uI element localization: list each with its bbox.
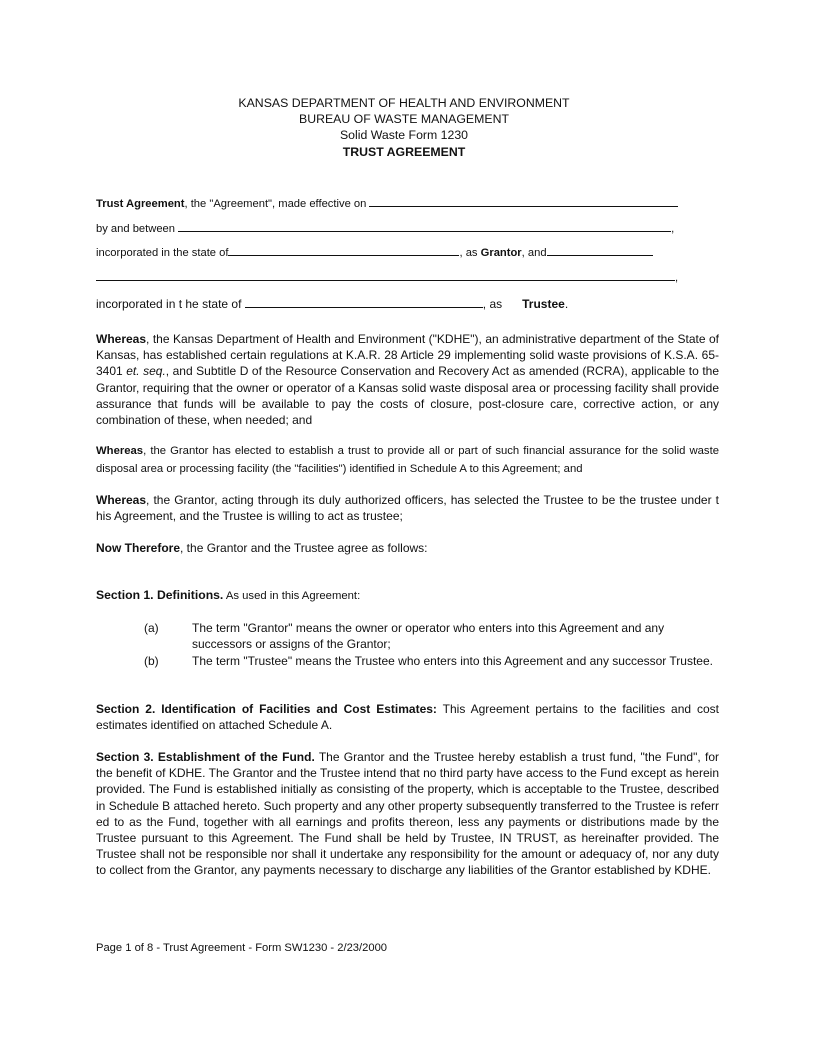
whereas-kdhe-paragraph xyxy=(96,331,719,428)
document-title: TRUST AGREEMENT xyxy=(342,144,466,159)
comma: , xyxy=(675,272,679,284)
trustee-state-field[interactable] xyxy=(245,298,483,308)
now-therefore-label: Now Therefore xyxy=(96,541,181,555)
trustee-name-row xyxy=(96,271,678,284)
grantor-name-row xyxy=(96,222,674,235)
list-label: (a) xyxy=(144,621,159,635)
grantor-state-field[interactable] xyxy=(228,246,459,256)
section-2-title: Section 2. Identification of Facilities and Cost Estimates: xyxy=(96,702,437,716)
section-1-title: Section 1. Definitions. xyxy=(96,588,224,602)
paragraph-text: , the Grantor and the Trustee agree as follows: xyxy=(180,541,428,555)
form-number: Solid Waste Form 1230 xyxy=(339,128,469,143)
document-header xyxy=(0,95,808,160)
agency-name: KANSAS DEPARTMENT OF HEALTH AND ENVIRONMENT xyxy=(238,96,570,110)
whereas-trust-paragraph xyxy=(96,442,719,478)
section-3-paragraph xyxy=(96,749,719,879)
whereas-trustee-paragraph xyxy=(96,492,719,524)
paragraph-text: , and Subtitle D of the Resource Conservation and Recovery Act as amended (RCRA), applicable to the Grantor, requiring that the owner or operator of a Kansas solid waste disposal area or processing facility shall provide assurance that funds will be available to pay the costs of closure, post-closure care, corrective action, or any combination of these, when needed; and xyxy=(96,364,720,428)
trustee-label: Trustee xyxy=(522,297,565,311)
bureau-name: BUREAU OF WASTE MANAGEMENT xyxy=(299,112,509,127)
paragraph-text: , the Grantor has elected to establish a trust to provide all or part of such financial assurance for the solid waste disposal area or processing facility (the "facilities") identified in Schedule A to this Agreement; and xyxy=(96,445,719,476)
definition-trustee xyxy=(144,653,719,669)
list-text: The term "Trustee" means the Trustee who enters into this Agreement and any successor Trustee. xyxy=(192,654,713,668)
trustee-name-field[interactable] xyxy=(96,271,675,281)
list-label: (b) xyxy=(144,654,159,668)
grantor-label: Grantor xyxy=(480,247,522,259)
section-2-text: This Agreement pertains to the facilities and cost estimates identified on attached Schedule A. xyxy=(96,702,719,733)
trustee-name-field-start[interactable] xyxy=(547,246,653,256)
period: . xyxy=(564,297,569,311)
section-1-text: As used in this Agreement: xyxy=(223,590,361,602)
incorporated-label: incorporated in t he state of xyxy=(96,297,242,311)
as-label: , as xyxy=(482,297,503,311)
page-footer: Page 1 of 8 - Trust Agreement - Form SW1230 - 2/23/2000 xyxy=(96,942,388,954)
by-and-between-label: by and between xyxy=(96,223,175,235)
incorporated-label: incorporated in the state of xyxy=(96,247,229,259)
effective-date-field[interactable] xyxy=(369,197,678,207)
section-2-paragraph xyxy=(96,701,719,733)
paragraph-text: , the Kansas Department of Health and Environment ("KDHE"), an administrative department of the State of Kansas, has established certain regulations at K.A.R. 28 Article 29 implementing solid waste provisions of K.S.A. 65-3401 xyxy=(96,332,719,379)
agreement-label: Trust Agreement xyxy=(96,198,185,210)
and-label: , and xyxy=(521,247,547,259)
whereas-label: Whereas xyxy=(96,493,147,507)
whereas-label: Whereas xyxy=(96,332,147,346)
section-3-text: The Grantor and the Trustee hereby establish a trust fund, "the Fund", for the benefit of KDHE. The Grantor and the Trustee intend that no third party have access to the Fund except as herein provided. The Fund is established initially as consisting of the property, which is acceptable to the Trustee, described in Schedule B attached hereto. Such property and any other property subsequently transferred to the Trustee is referr ed to as the Fund, together with all earnings and profits thereon, less any payments or distributions made by the Trustee pursuant to this Agreement. The Fund shall be held by Trustee, IN TRUST, as hereinafter provided. The Trustee shall not be responsible nor shall it undertake any responsibility for the amount or adequacy of, nor any duty to collect from the Grantor, any payments necessary to discharge any liabilities of the Grantor established by KDHE. xyxy=(96,750,719,878)
grantor-name-field[interactable] xyxy=(178,222,671,232)
as-label: , as xyxy=(459,247,478,259)
whereas-label: Whereas xyxy=(96,445,144,457)
grantor-state-row xyxy=(96,246,653,259)
comma: , xyxy=(671,223,675,235)
et-seq: et. seq. xyxy=(126,364,166,379)
trustee-state-row xyxy=(96,297,568,311)
section-1-heading xyxy=(96,588,360,602)
definition-grantor xyxy=(144,620,719,652)
agreement-text: , the "Agreement", made effective on xyxy=(184,198,367,210)
paragraph-text: , the Grantor, acting through its duly authorized officers, has selected the Trustee to be the trustee under t his Agreement, and the Trustee is willing to act as trustee; xyxy=(96,493,719,524)
effective-date-row xyxy=(96,197,678,210)
now-therefore-paragraph xyxy=(96,540,719,556)
section-3-title: Section 3. Establishment of the Fund. xyxy=(96,750,315,764)
list-text: The term "Grantor" means the owner or operator who enters into this Agreement and any successors or assigns of the Grantor; xyxy=(192,621,665,652)
